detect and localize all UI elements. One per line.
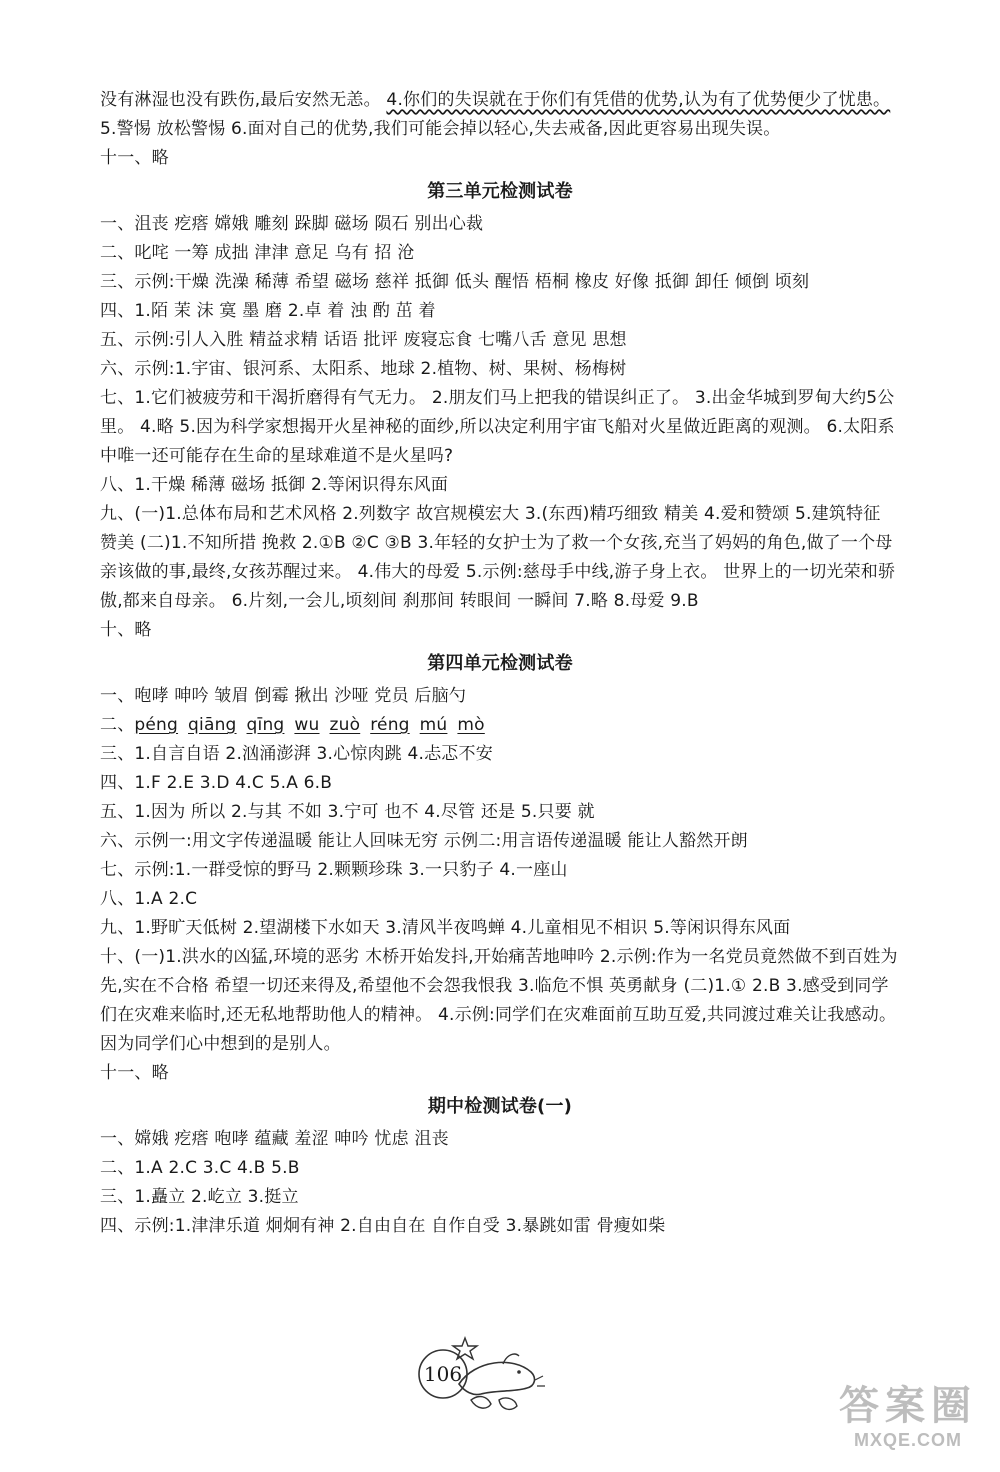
pinyin-answer: qiāng — [188, 715, 237, 735]
answer-text: 六、示例一:用文字传递温暖 能让人回味无穷 示例二:用言语传递温暖 能让人豁然开朗 — [100, 831, 748, 851]
answer-text: 七、示例:1.一群受惊的野马 2.颗颗珍珠 3.一只豹子 4.一座山 — [100, 860, 568, 880]
answer-line — [100, 616, 900, 645]
answer-line — [100, 268, 900, 297]
answer-line — [100, 914, 900, 943]
answer-line — [100, 1125, 900, 1154]
answer-line — [100, 1183, 900, 1212]
answer-line — [100, 856, 900, 885]
answer-line — [100, 471, 900, 500]
answer-text: 二、1.A 2.C 3.C 4.B 5.B — [100, 1158, 300, 1178]
answer-line — [100, 1059, 900, 1088]
answer-text: 五、1.因为 所以 2.与其 不如 3.宁可 也不 4.尽管 还是 5.只要 就 — [100, 802, 595, 822]
answer-text: 九、(一)1.总体布局和艺术风格 2.列数字 故宫规模宏大 3.(东西)精巧细致 精美 4.爱和赞颂 5.建筑特征 赞美 (二)1.不知所措 挽救 2.①B ②C ③B 3.年轻的女护士为了救一个女孩,充当了妈妈的角色,做了一个母亲该做的事,最终,女孩苏醒过来。 4.伟大的母爱 5.示例:慈母手中线,游子身上衣。 世界上的一切光荣和骄傲,都来自母亲。 6.片刻,一会儿,顷刻间 刹那间 转眼间 一瞬间 7.略 8.母爱 9.B — [100, 504, 896, 611]
pinyin-answer: qīng — [246, 715, 285, 735]
pinyin-answer: réng — [370, 715, 410, 735]
watermark-url: MXQE.COM — [853, 1430, 962, 1450]
answer-text: 十、(一)1.洪水的凶猛,环境的恶劣 木桥开始发抖,开始痛苦地呻吟 2.示例:作为一名党员竟然做不到百姓为先,实在不合格 希望一切还来得及,希望他不会怨我恨我 3.临危不惧 英勇献身 (二)1.① 2.B 3.感受到同学们在灾难来临时,还无私地帮助他人的精神。 4.示例:同学们在灾难面前互助互爱,共同渡过难关让我感动。因为同学们心中想到的是别人。 — [100, 947, 898, 1054]
answer-text: 八、1.干燥 稀薄 磁场 抵御 2.等闲识得东风面 — [100, 475, 449, 495]
answer-line — [100, 769, 900, 798]
answer-text: 九、1.野旷天低树 2.望湖楼下水如天 3.清风半夜鸣蝉 4.儿童相见不相识 5.等闲识得东风面 — [100, 918, 791, 938]
pinyin-answer: péng — [134, 715, 179, 735]
answer-content — [100, 86, 900, 1241]
pinyin-answer: mò — [457, 715, 485, 735]
answer-text: 五、示例:引人入胜 精益求精 话语 批评 废寝忘食 七嘴八舌 意见 思想 — [100, 330, 627, 350]
answer-text: 三、1.自言自语 2.汹涌澎湃 3.心惊肉跳 4.忐忑不安 — [100, 744, 493, 764]
answer-line — [100, 210, 900, 239]
pinyin-answer: mú — [419, 715, 448, 735]
section-title: 第四单元检测试卷 — [427, 653, 573, 674]
section-title: 期中检测试卷(一) — [427, 1096, 573, 1117]
answer-line — [100, 297, 900, 326]
page-footer — [395, 1320, 555, 1420]
answer-text: 八、1.A 2.C — [100, 889, 198, 909]
answer-text: 六、示例:1.宇宙、银河系、太阳系、地球 2.植物、树、果树、杨梅树 — [100, 359, 627, 379]
pinyin-answer: wu — [294, 715, 320, 735]
answer-text: 十一、略 — [100, 148, 169, 168]
answer-text: 四、示例:1.津津乐道 炯炯有神 2.自由自在 自作自受 3.暴跳如雷 骨瘦如柴 — [100, 1216, 666, 1236]
answer-line — [100, 86, 900, 144]
answer-line — [100, 500, 900, 616]
answer-line — [100, 740, 900, 769]
answer-line — [100, 239, 900, 268]
answer-line — [100, 885, 900, 914]
answer-text: 七、1.它们被疲劳和干渴折磨得有气无力。 2.朋友们马上把我的错误纠正了。 3.出金华城到罗甸大约5公里。 4.略 5.因为科学家想揭开火星神秘的面纱,所以决定利用宇宙飞船对火星做近距离的观测。 6.太阳系中唯一还可能存在生命的星球难道不是火星吗? — [100, 388, 895, 466]
answer-text: 四、1.陌 茉 沫 寞 墨 磨 2.卓 着 浊 酌 茁 着 — [100, 301, 436, 321]
answer-text: 没有淋湿也没有跌伤,最后安然无恙。 — [100, 90, 387, 110]
answer-text: 一、沮丧 疙瘩 嫦娥 雕刻 跺脚 磁场 陨石 别出心裁 — [100, 214, 484, 234]
answer-text: 一、咆哮 呻吟 皱眉 倒霉 揪出 沙哑 党员 后脑勺 — [100, 686, 467, 706]
answer-line — [100, 326, 900, 355]
answer-line — [100, 1212, 900, 1241]
page-number: 106 — [423, 1362, 463, 1386]
answer-text: 5.警惕 放松警惕 6.面对自己的优势,我们可能会掉以轻心,失去戒备,因此更容易出现失误。 — [100, 119, 781, 139]
answer-line — [100, 1154, 900, 1183]
answer-line — [100, 711, 900, 740]
answer-text: 二、叱咤 一筹 成拙 津津 意足 乌有 招 沧 — [100, 243, 415, 263]
watermark — [828, 1382, 988, 1462]
answer-line — [100, 355, 900, 384]
question-number: 二、 — [100, 715, 135, 735]
section-title: 第三单元检测试卷 — [427, 181, 573, 202]
pinyin-answer: zuò — [329, 715, 361, 735]
answer-text: 一、嫦娥 疙瘩 咆哮 蕴藏 羞涩 呻吟 忧虑 沮丧 — [100, 1129, 449, 1149]
answer-line — [100, 827, 900, 856]
watermark-logo: 答案圈 — [839, 1383, 977, 1429]
answer-text: 十、略 — [100, 620, 152, 640]
underlined-answer: 4.你们的失误就在于你们有凭借的优势,认为有了优势便少了忧患。 — [386, 90, 891, 110]
answer-text: 四、1.F 2.E 3.D 4.C 5.A 6.B — [100, 773, 333, 793]
answer-text: 三、1.矗立 2.屹立 3.挺立 — [100, 1187, 299, 1207]
answer-line — [100, 943, 900, 1059]
answer-line — [100, 682, 900, 711]
answer-line — [100, 798, 900, 827]
answer-line — [100, 144, 900, 173]
answer-line — [100, 384, 900, 471]
answer-text: 十一、略 — [100, 1063, 169, 1083]
answer-text: 三、示例:干燥 洗澡 稀薄 希望 磁场 慈祥 抵御 低头 醒悟 梧桐 橡皮 好像 抵御 卸任 倾倒 顷刻 — [100, 272, 810, 292]
